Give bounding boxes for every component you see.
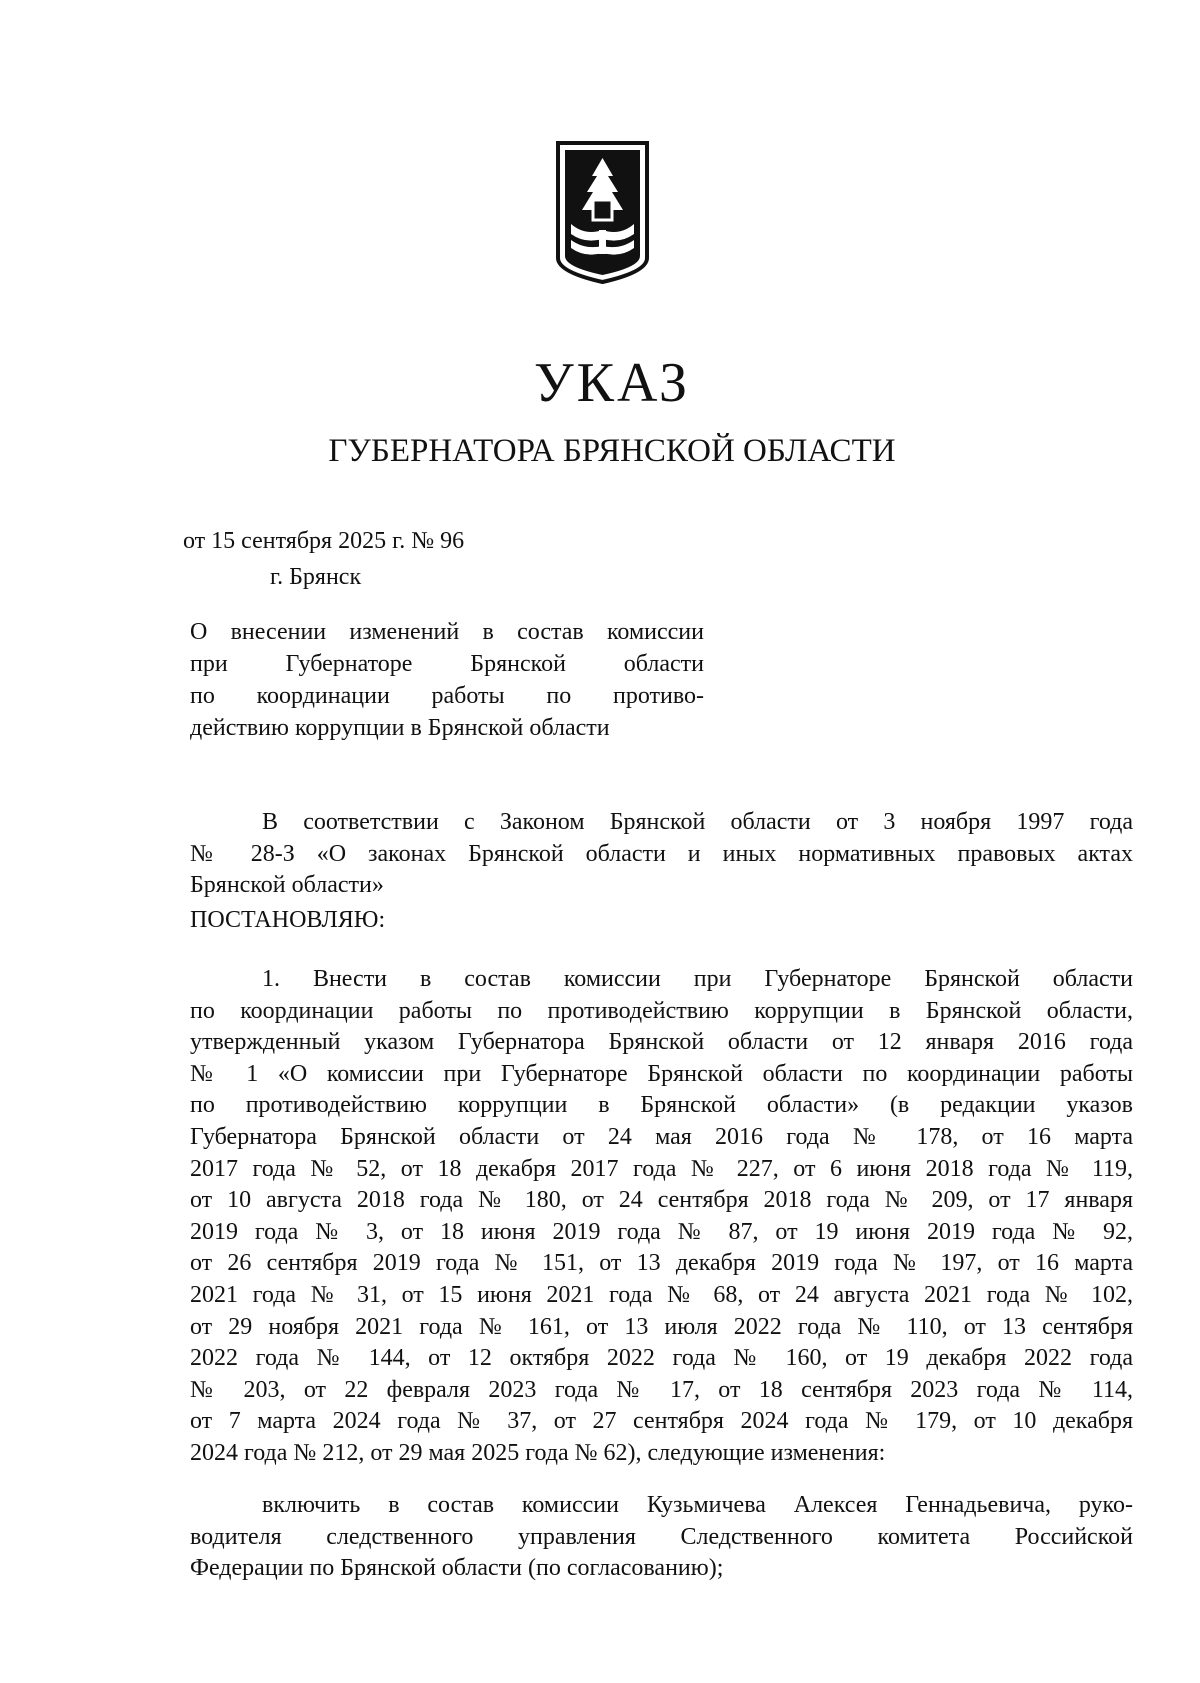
item-1-line: от 29 ноября 2021 года № 161, от 13 июля 2022 года № 110, от 13 сентября — [190, 1313, 1133, 1340]
item-1-line: по противодействию коррупции в Брянской области» (в редакции указов — [190, 1092, 1133, 1119]
item-1-line: 2022 года № 144, от 12 октября 2022 года № 160, от 19 декабря 2022 года — [190, 1345, 1133, 1372]
item-1-paragraph — [190, 964, 1133, 1470]
item-1-line: 1. Внести в состав комиссии при Губернаторе Брянской области — [262, 966, 1133, 992]
item-1-sub-line: водителя следственного управления Следственного комитета Российской — [190, 1523, 1133, 1550]
decree-subject — [190, 616, 704, 744]
subject-line: О внесении изменений в состав комиссии — [190, 619, 704, 645]
city: г. Брянск — [270, 564, 362, 590]
subject-line: действию коррупции в Брянской области — [190, 715, 610, 741]
item-1-line: 2017 года № 52, от 18 декабря 2017 года № 227, от 6 июня 2018 года № 119, — [190, 1155, 1133, 1182]
subject-line: при Губернаторе Брянской области — [190, 651, 704, 677]
preamble-line: № 28-З «О законах Брянской области и иных нормативных правовых актах — [190, 840, 1133, 867]
document-title: УКАЗ — [533, 352, 691, 414]
item-1-sub-paragraph — [190, 1490, 1133, 1585]
item-1-line: 2021 года № 31, от 15 июня 2021 года № 68, от 24 августа 2021 года № 102, — [190, 1281, 1133, 1308]
document-subtitle: ГУБЕРНАТОРА БРЯНСКОЙ ОБЛАСТИ — [328, 433, 896, 469]
item-1-line: № 1 «О комиссии при Губернаторе Брянской области по координации работы — [190, 1060, 1133, 1087]
item-1-line: от 26 сентября 2019 года № 151, от 13 декабря 2019 года № 197, от 16 марта — [190, 1250, 1133, 1277]
coat-of-arms-emblem — [555, 140, 650, 285]
decree-word: ПОСТАНОВЛЯЮ: — [190, 907, 386, 933]
preamble-line: В соответствии с Законом Брянской области от 3 ноября 1997 года — [262, 809, 1133, 835]
preamble-paragraph — [190, 807, 1133, 902]
item-1-line: № 203, от 22 февраля 2023 года № 17, от 18 сентября 2023 года № 114, — [190, 1376, 1133, 1403]
item-1-line: от 7 марта 2024 года № 37, от 27 сентября 2024 года № 179, от 10 декабря — [190, 1408, 1133, 1435]
item-1-sub-line: Федерации по Брянской области (по согласованию); — [190, 1555, 724, 1582]
item-1-line: утвержденный указом Губернатора Брянской области от 12 января 2016 года — [190, 1029, 1133, 1056]
item-1-line: по координации работы по противодействию коррупции в Брянской области, — [190, 997, 1133, 1024]
item-1-sub-line: включить в состав комиссии Кузьмичева Алексея Геннадьевича, руко- — [262, 1492, 1133, 1518]
subject-line: по координации работы по противо- — [190, 683, 704, 709]
date-and-number: от 15 сентября 2025 г. № 96 — [183, 528, 465, 554]
item-1-line: 2024 года № 212, от 29 мая 2025 года № 62), следующие изменения: — [190, 1439, 886, 1466]
item-1-line: Губернатора Брянской области от 24 мая 2016 года № 178, от 16 марта — [190, 1123, 1133, 1150]
preamble-line: Брянской области» — [190, 872, 384, 899]
item-1-line: 2019 года № 3, от 18 июня 2019 года № 87, от 19 июня 2019 года № 92, — [190, 1218, 1133, 1245]
item-1-line: от 10 августа 2018 года № 180, от 24 сентября 2018 года № 209, от 17 января — [190, 1187, 1133, 1214]
